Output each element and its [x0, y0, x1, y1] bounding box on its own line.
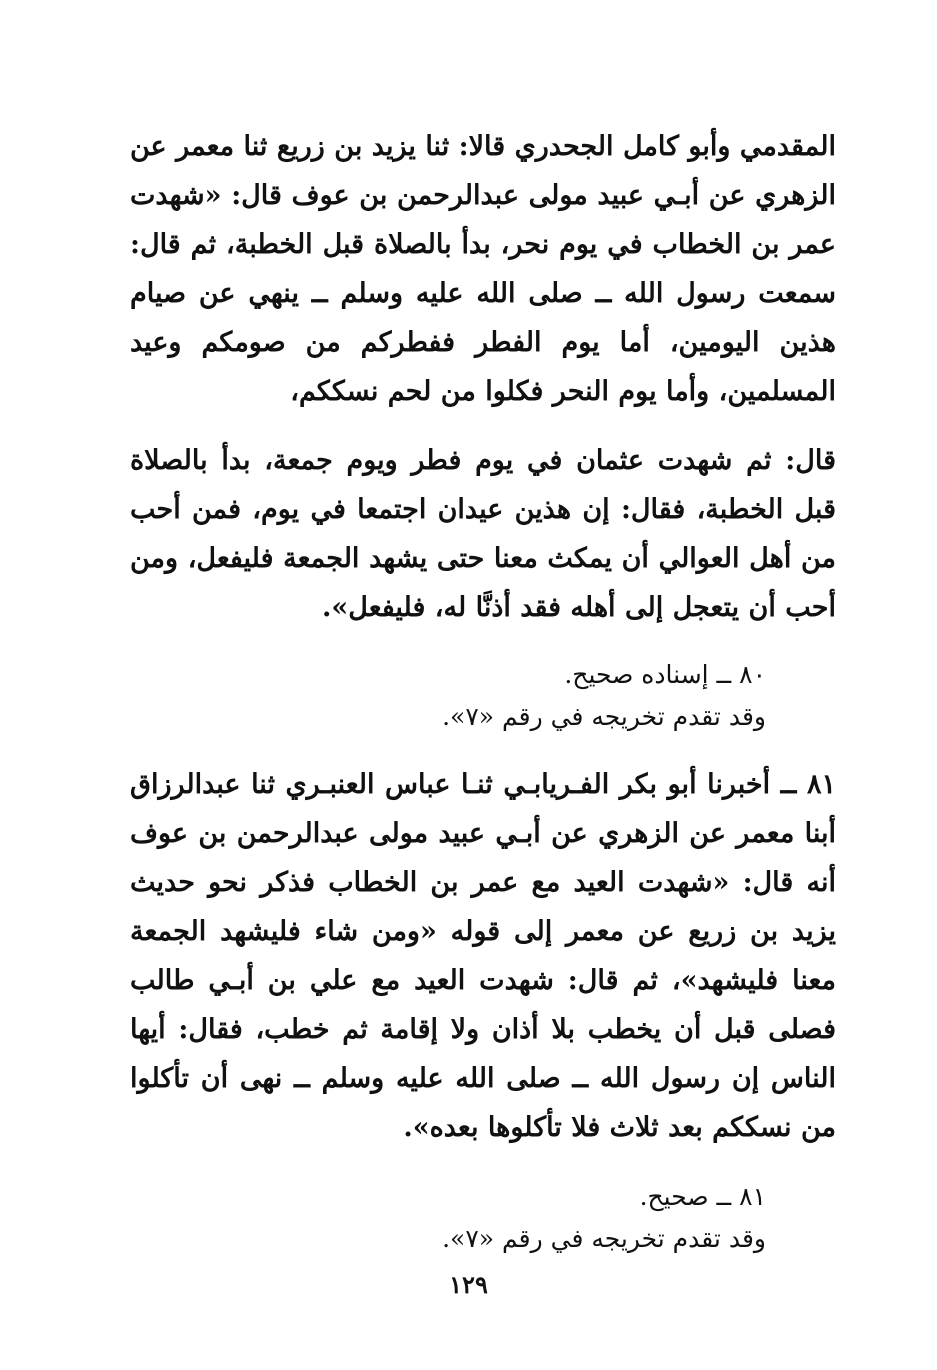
paragraph-hadith-80-continuation: قال: ثم شهدت عثمان في يوم فطر ويوم جمعة، بدأ بالصلاة قبل الخطبة، فقال: إن هذين عيدان اجتمعا في يوم، فمن أحب من أهل العوالي أن يمكث معنا حتى يشهد الجمعة فليفعل، ومن أحب أن يتعجل إلى أهله فقد أذنَّا له، فليفعل». — [130, 445, 836, 623]
note-80 — [130, 654, 836, 738]
note-81-takhrij: وقد تقدم تخريجه في رقم «٧». — [442, 1224, 766, 1253]
paragraph-hadith-81: ٨١ ــ أخبرنا أبو بكر الفـريابـي ثنـا عباس العنبـري ثنا عبدالرزاق أبنا معمر عن الزهري عن أبـي عبيد مولى عبدالرحمن بن عوف أنه قال: «شهدت العيد مع عمر بن الخطاب فذكر نحو حديث يزيد بن زريع عن معمر إلى قوله «ومن شاء فليشهد الجمعة معنا فليشهد»، ثم قال: شهدت العيد مع علي بن أبـي طالب فصلى قبل أن يخطب بلا أذان ولا إقامة ثم خطب، فقال: أيها الناس إن رسول الله ــ صلى الله عليه وسلم ــ نهى أن تأكلوا من نسككم بعد ثلاث فلا تأكلوها بعده». — [130, 769, 836, 1143]
note-80-takhrij: وقد تقدم تخريجه في رقم «٧». — [442, 702, 766, 731]
paragraph-hadith-80-text: المقدمي وأبو كامل الجحدري قالا: ثنا يزيد بن زريع ثنا معمر عن الزهري عن أبـي عبيد مولى عبدالرحمن بن عوف قال: «شهدت عمر بن الخطاب في يوم نحر، بدأ بالصلاة قبل الخطبة، ثم قال: سمعت رسول الله ــ صلى الله عليه وسلم ــ ينهي عن صيام هذين اليومين، أما يوم الفطر ففطركم من صومكم وعيد المسلمين، وأما يوم النحر فكلوا من لحم نسككم، — [130, 131, 836, 407]
note-80-isnad: ٨٠ ــ إسناده صحيح. — [564, 660, 766, 689]
note-81 — [130, 1176, 836, 1260]
page-body — [130, 122, 836, 1260]
page-number: ١٢٩ — [449, 1270, 488, 1299]
note-81-grade: ٨١ ــ صحيح. — [639, 1182, 766, 1211]
